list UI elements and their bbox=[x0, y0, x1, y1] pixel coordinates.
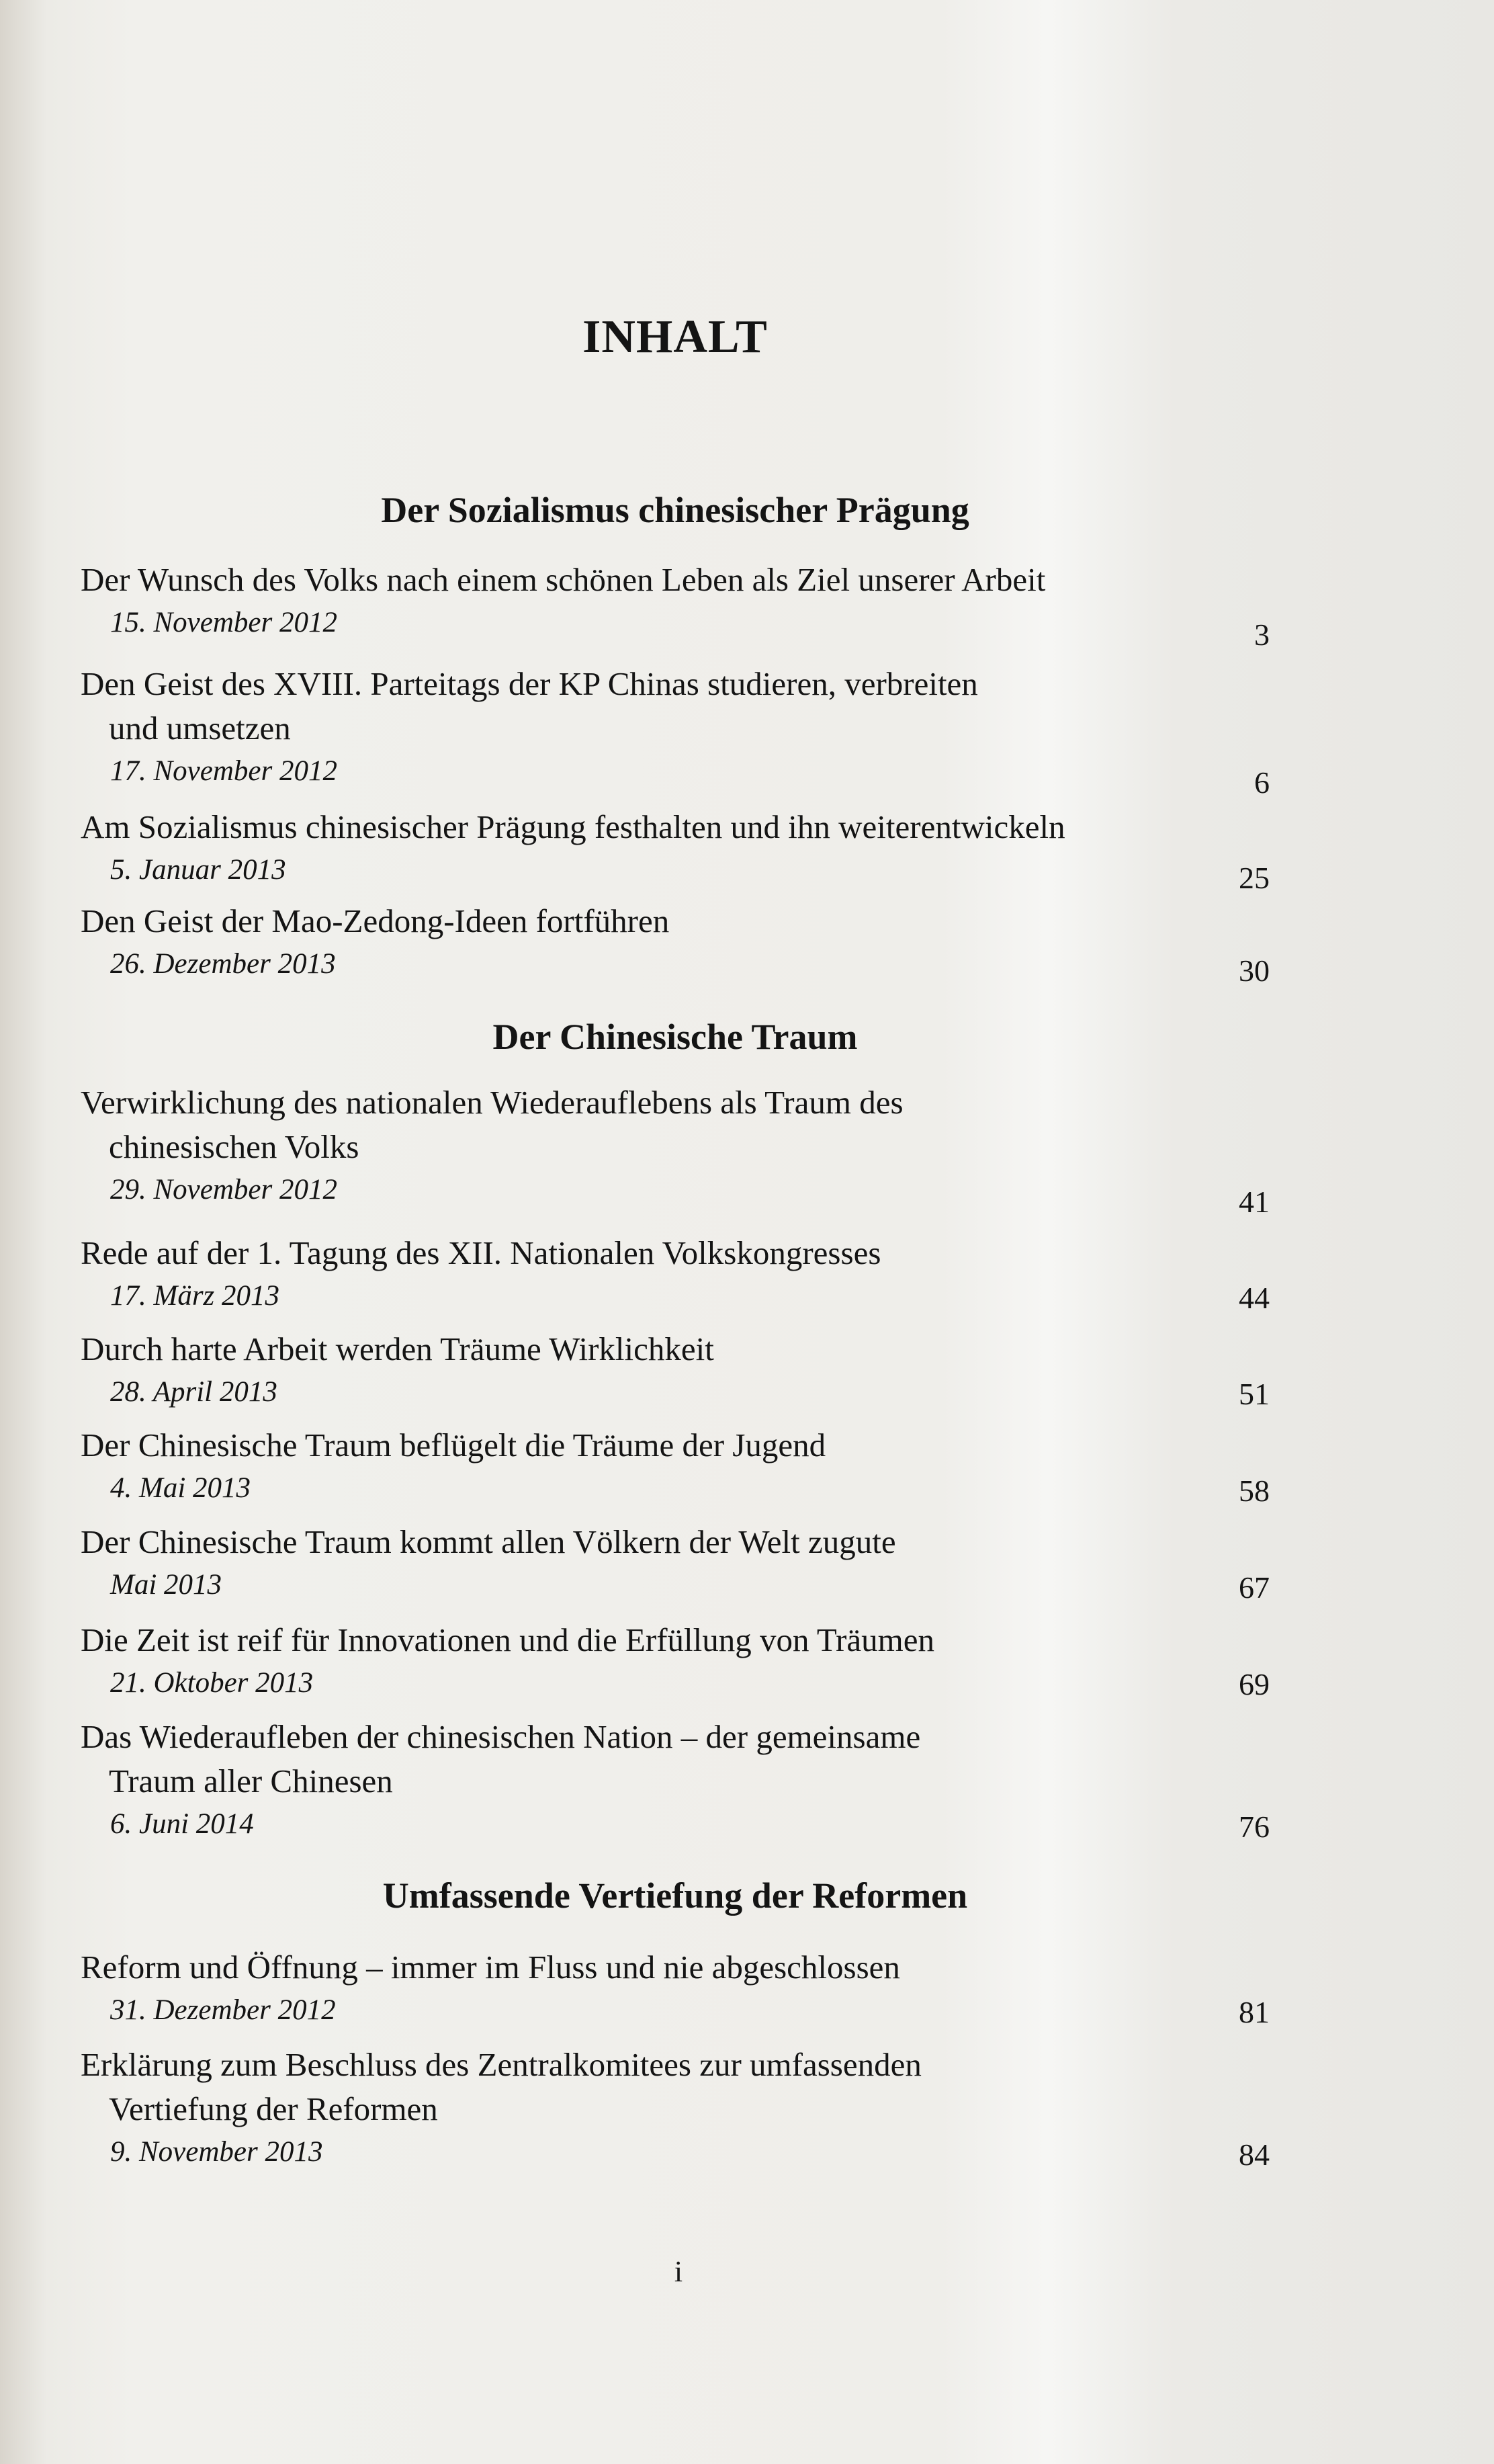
toc-entry bbox=[81, 662, 1088, 792]
toc-entry bbox=[81, 1618, 1088, 1704]
entry-title: Erklärung zum Beschluss des Zentralkomitees zur umfassenden bbox=[81, 2046, 922, 2083]
entry-date: 31. Dezember 2012 bbox=[110, 1994, 336, 2026]
entry-title: Verwirklichung des nationalen Wiederauflebens als Traum des bbox=[81, 1084, 904, 1121]
entry-date: 29. November 2012 bbox=[110, 1174, 337, 1205]
entry-title: Am Sozialismus chinesischer Prägung festhalten und ihn weiterentwickeln bbox=[81, 808, 1065, 845]
entry-title-continued: chinesischen Volks bbox=[109, 1128, 359, 1165]
page-number: 51 bbox=[1239, 1377, 1270, 1411]
toc-entry bbox=[81, 1327, 1088, 1413]
entry-date: 17. März 2013 bbox=[110, 1280, 280, 1312]
entry-date: Mai 2013 bbox=[110, 1569, 222, 1601]
toc-entry bbox=[81, 1945, 1088, 2031]
page-number: 3 bbox=[1254, 618, 1270, 652]
entry-date: 26. Dezember 2013 bbox=[110, 948, 336, 980]
entry-date: 9. November 2013 bbox=[110, 2136, 323, 2168]
section-heading: Der Sozialismus chinesischer Prägung bbox=[381, 490, 969, 530]
entry-title: Reform und Öffnung – immer im Fluss und nie abgeschlossen bbox=[81, 1949, 900, 1986]
toc-entry bbox=[81, 1423, 1088, 1509]
entry-date: 15. November 2012 bbox=[110, 607, 337, 638]
entry-title-continued: und umsetzen bbox=[109, 710, 291, 747]
entry-date: 4. Mai 2013 bbox=[110, 1472, 251, 1504]
page-title: INHALT bbox=[582, 311, 768, 363]
toc-entry bbox=[81, 558, 1088, 644]
section-heading: Umfassende Vertiefung der Reformen bbox=[382, 1875, 968, 1916]
toc-entry bbox=[81, 1231, 1088, 1317]
entry-title-continued: Vertiefung der Reformen bbox=[109, 2090, 438, 2127]
entry-date: 5. Januar 2013 bbox=[110, 854, 286, 886]
page-number: 6 bbox=[1254, 765, 1270, 800]
page-number: 30 bbox=[1239, 953, 1270, 988]
section-heading: Der Chinesische Traum bbox=[492, 1017, 858, 1057]
entry-title: Den Geist des XVIII. Parteitags der KP Chinas studieren, verbreiten bbox=[81, 665, 978, 702]
entry-title: Das Wiederaufleben der chinesischen Nation – der gemeinsame bbox=[81, 1718, 921, 1755]
page-number: 69 bbox=[1239, 1667, 1270, 1701]
toc-entry bbox=[81, 899, 1088, 985]
toc-entry bbox=[81, 1520, 1088, 1606]
entry-title-continued: Traum aller Chinesen bbox=[109, 1762, 393, 1799]
entry-date: 28. April 2013 bbox=[110, 1376, 277, 1408]
toc-entry bbox=[81, 2043, 1088, 2173]
entry-title: Durch harte Arbeit werden Träume Wirklichkeit bbox=[81, 1330, 714, 1367]
page-number: 25 bbox=[1239, 861, 1270, 895]
toc-entry bbox=[81, 1080, 1088, 1211]
page-folio: i bbox=[674, 2255, 683, 2288]
entry-title: Den Geist der Mao-Zedong-Ideen fortführen bbox=[81, 902, 670, 939]
entry-date: 17. November 2012 bbox=[110, 755, 337, 787]
toc-entry bbox=[81, 1715, 1088, 1845]
page-number: 41 bbox=[1239, 1185, 1270, 1219]
entry-title: Der Chinesische Traum beflügelt die Träume der Jugend bbox=[81, 1427, 826, 1463]
page-number: 76 bbox=[1239, 1810, 1270, 1844]
entry-title: Rede auf der 1. Tagung des XII. Nationalen Volkskongresses bbox=[81, 1234, 881, 1271]
entry-date: 6. Juni 2014 bbox=[110, 1808, 254, 1840]
page-number: 58 bbox=[1239, 1474, 1270, 1508]
page-number: 67 bbox=[1239, 1570, 1270, 1605]
entry-date: 21. Oktober 2013 bbox=[110, 1667, 314, 1699]
page-number: 84 bbox=[1239, 2137, 1270, 2172]
page-number: 44 bbox=[1239, 1281, 1270, 1315]
entry-title: Der Wunsch des Volks nach einem schönen Leben als Ziel unserer Arbeit bbox=[81, 561, 1046, 598]
entry-title: Der Chinesische Traum kommt allen Völkern der Welt zugute bbox=[81, 1523, 896, 1560]
page-number: 81 bbox=[1239, 1995, 1270, 2029]
toc-entry bbox=[81, 805, 1088, 891]
entry-title: Die Zeit ist reif für Innovationen und die Erfüllung von Träumen bbox=[81, 1621, 935, 1658]
